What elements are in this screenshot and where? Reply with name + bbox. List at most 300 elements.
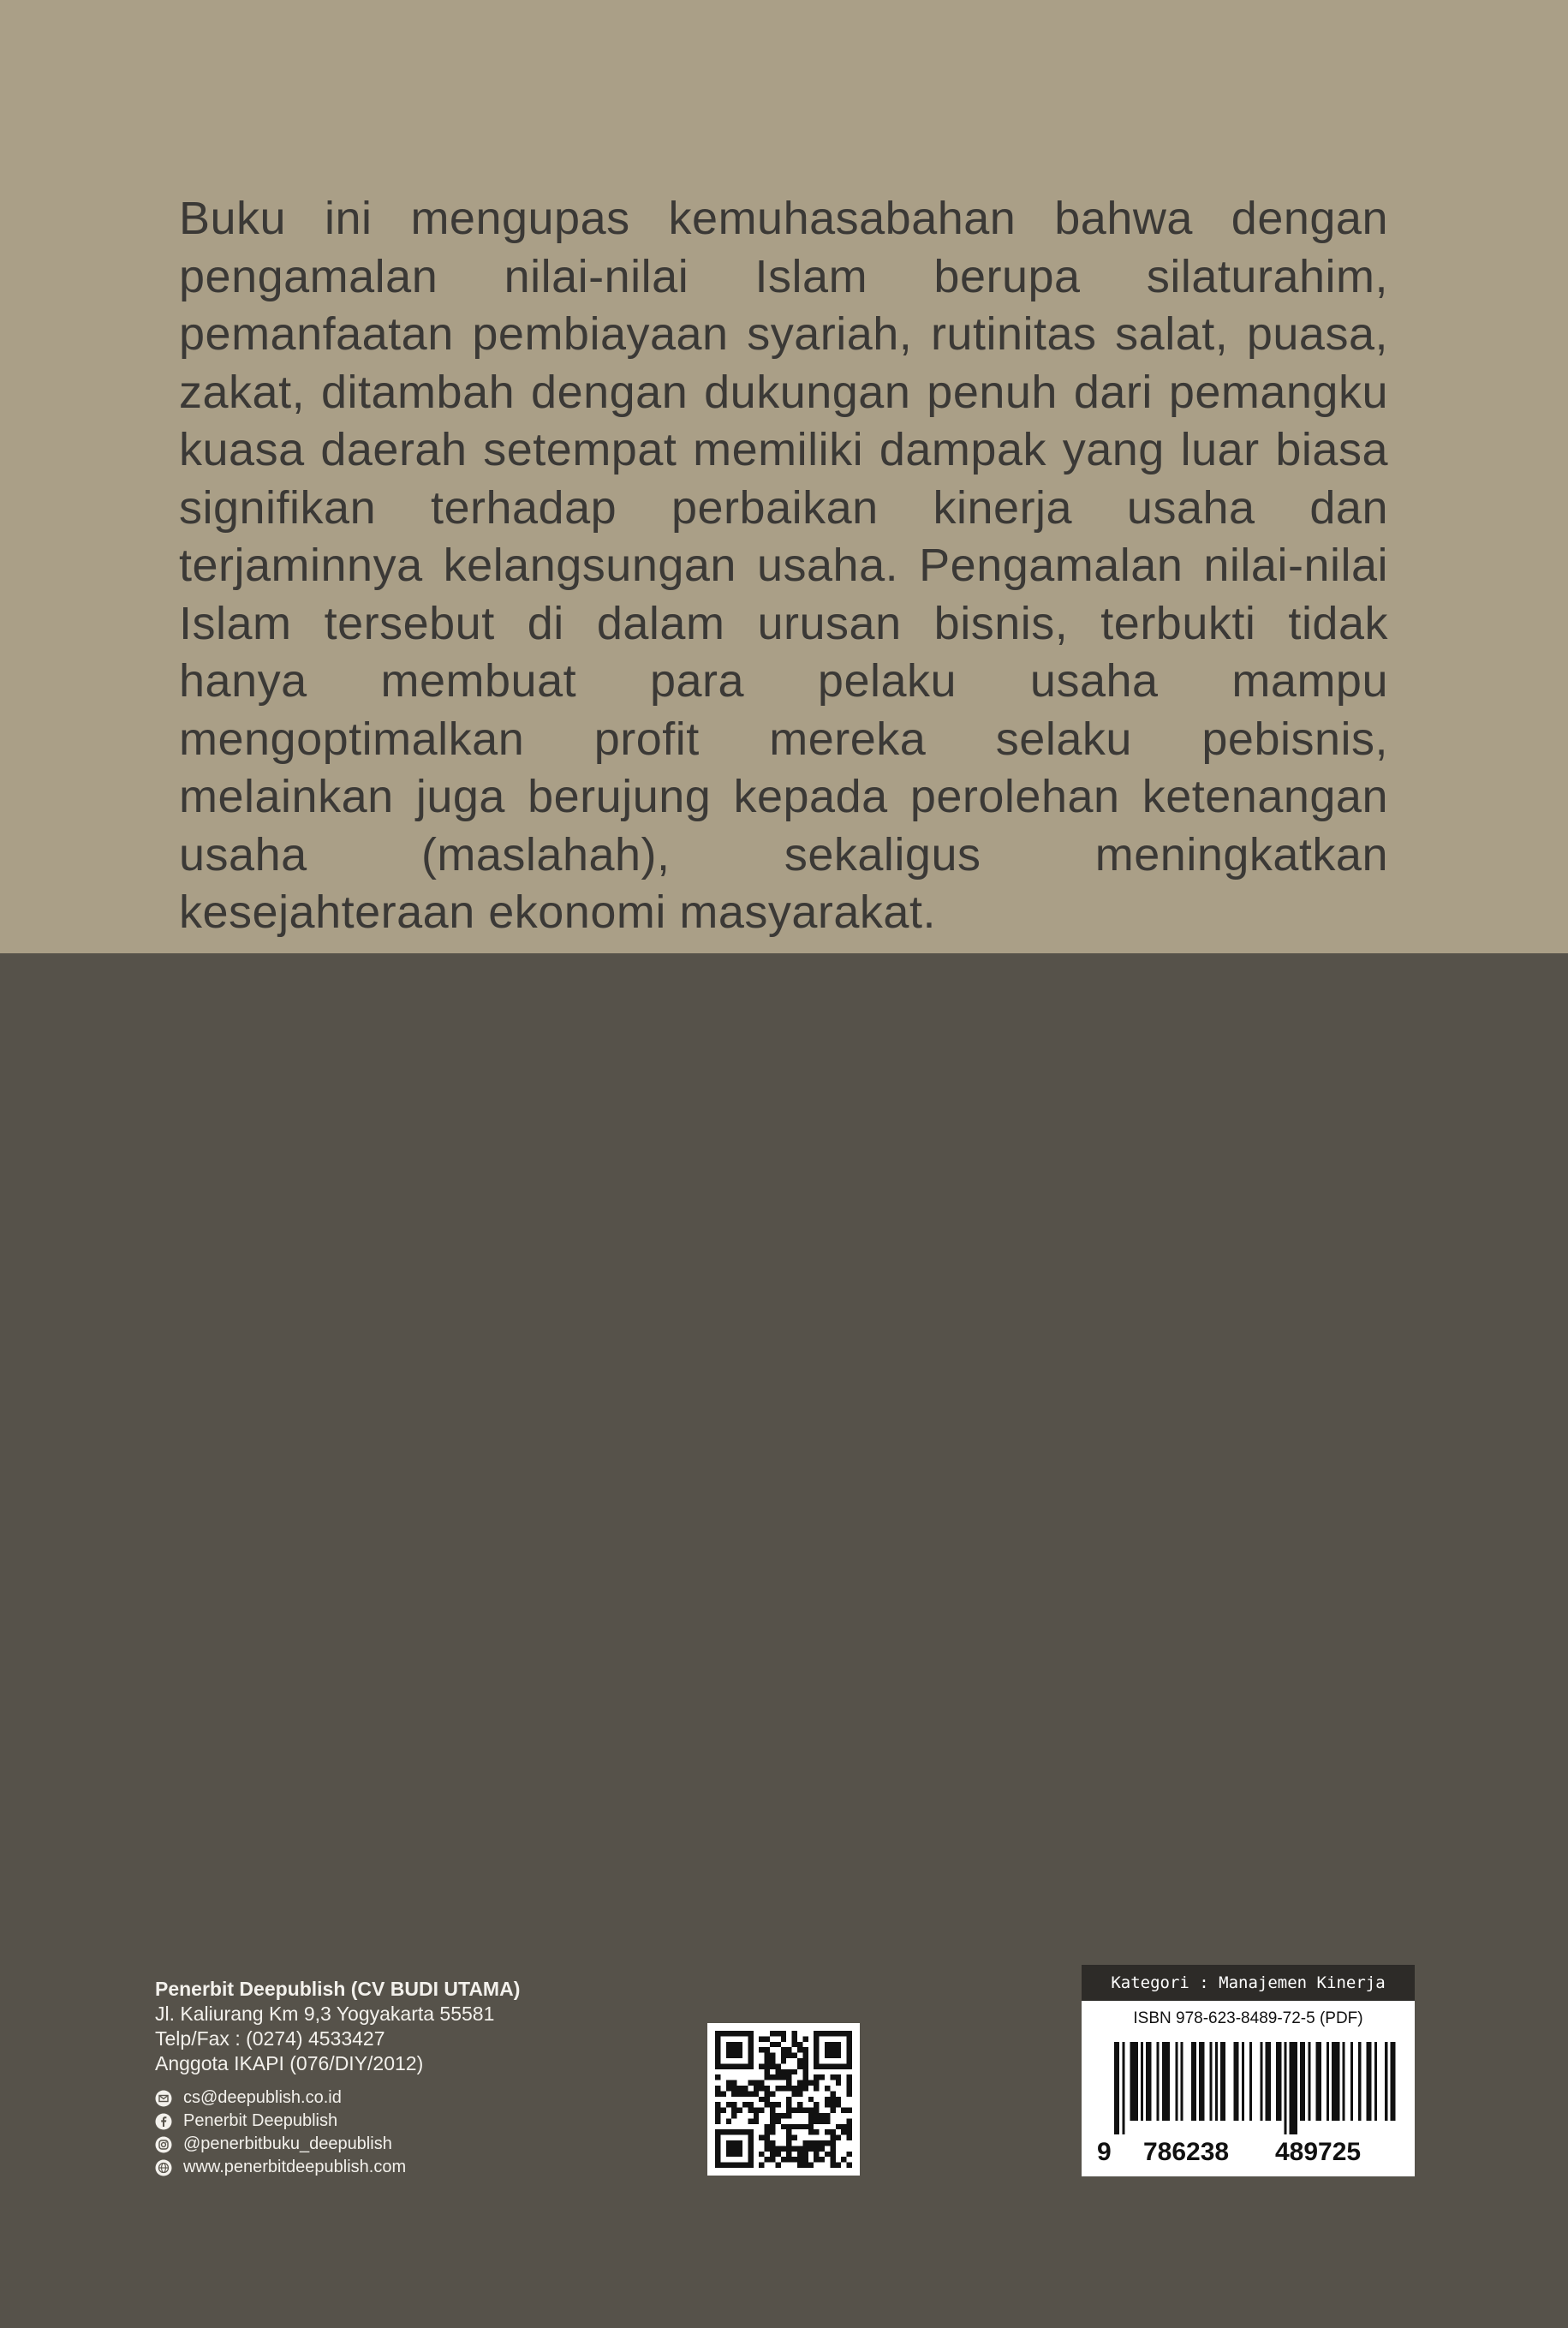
qr-module — [814, 2063, 819, 2068]
qr-module — [836, 2135, 841, 2140]
qr-module — [748, 2053, 753, 2058]
barcode-bar — [1215, 2042, 1218, 2121]
qr-module — [847, 2129, 852, 2134]
qr-module — [797, 2058, 802, 2063]
qr-module — [770, 2053, 775, 2058]
qr-module — [781, 2074, 786, 2080]
qr-module — [797, 2124, 802, 2129]
qr-module — [786, 2102, 791, 2107]
qr-module — [841, 2108, 846, 2113]
qr-module — [786, 2152, 791, 2157]
barcode-graphic — [1095, 2042, 1401, 2136]
qr-module — [715, 2058, 720, 2063]
qr-module — [770, 2152, 775, 2157]
qr-module — [797, 2091, 802, 2096]
qr-module — [775, 2118, 780, 2123]
qr-module — [748, 2163, 753, 2168]
barcode-left-digits: 786238 — [1143, 2138, 1230, 2166]
qr-module — [726, 2152, 731, 2157]
qr-module — [792, 2053, 797, 2058]
qr-module — [754, 2086, 759, 2091]
qr-module — [781, 2053, 786, 2058]
qr-module — [786, 2129, 791, 2134]
qr-module — [781, 2058, 786, 2063]
qr-module — [720, 2163, 725, 2168]
qr-module — [786, 2108, 791, 2113]
blurb-text: Buku ini mengupas kemuhasabahan bahwa dengan pengamalan nilai-nilai Islam berupa silaturahim, pemanfaatan pembiayaan syariah, rutinitas salat, puasa, zakat, ditambah dengan dukungan penuh dari pemangku kuasa daerah setempat memiliki dampak yang luar biasa signifikan terhadap perbaikan kinerja usaha dan terjaminnya kelangsungan usaha. Pengamalan nilai-nilai Islam tersebut di dalam urusan bisnis, terbukti tidak hanya membuat para pelaku usaha mampu mengoptimalkan profit mereka selaku pebisnis, melainkan juga berujung kepada perolehan ketenangan usaha (maslahah), sekaligus meningkatkan kesejahteraan ekonomi masyarakat. — [179, 193, 1388, 938]
qr-module — [775, 2113, 780, 2118]
qr-module — [726, 2042, 731, 2047]
qr-module — [786, 2140, 791, 2146]
qr-module — [836, 2124, 841, 2129]
qr-module — [720, 2129, 725, 2134]
qr-module — [786, 2080, 791, 2086]
qr-module — [765, 2140, 770, 2146]
qr-module — [726, 2129, 731, 2134]
qr-module — [786, 2097, 791, 2102]
qr-module — [836, 2063, 841, 2068]
qr-module — [759, 2063, 764, 2068]
qr-module — [814, 2042, 819, 2047]
barcode-bar — [1327, 2042, 1329, 2121]
blurb-panel — [0, 0, 1568, 953]
qr-module — [715, 2163, 720, 2168]
qr-module — [847, 2047, 852, 2052]
barcode-bar — [1162, 2042, 1170, 2121]
qr-module — [731, 2091, 736, 2096]
barcode-lead-digit: 9 — [1097, 2138, 1112, 2166]
qr-module — [754, 2113, 759, 2118]
qr-module — [765, 2058, 770, 2063]
qr-module — [765, 2124, 770, 2129]
qr-module — [765, 2053, 770, 2058]
qr-module — [847, 2063, 852, 2068]
qr-module — [820, 2140, 825, 2146]
qr-module — [726, 2163, 731, 2168]
qr-module — [825, 2152, 830, 2157]
barcode-bar — [1146, 2042, 1151, 2121]
qr-module — [830, 2157, 835, 2162]
qr-module — [754, 2080, 759, 2086]
qr-module — [726, 2118, 731, 2123]
barcode-bar — [1284, 2042, 1286, 2134]
qr-module — [814, 2047, 819, 2052]
qr-module — [781, 2113, 786, 2118]
qr-module — [847, 2053, 852, 2058]
qr-module — [737, 2129, 742, 2134]
qr-module — [825, 2102, 830, 2107]
publisher-info — [155, 1977, 635, 2179]
qr-module — [770, 2074, 775, 2080]
qr-module — [847, 2135, 852, 2140]
qr-module — [836, 2047, 841, 2052]
barcode-bar — [1332, 2042, 1339, 2121]
qr-module — [847, 2108, 852, 2113]
qr-module — [820, 2146, 825, 2151]
qr-module — [786, 2069, 791, 2074]
qr-module — [814, 2157, 819, 2162]
qr-module — [825, 2140, 830, 2146]
qr-module — [765, 2157, 770, 2162]
qr-module — [775, 2152, 780, 2157]
qr-module — [781, 2146, 786, 2151]
barcode-bar — [1308, 2042, 1310, 2121]
qr-module — [765, 2074, 770, 2080]
publisher-address: Jl. Kaliurang Km 9,3 Yogyakarta 55581 — [155, 2003, 495, 2025]
qr-module — [797, 2163, 802, 2168]
qr-module — [830, 2146, 835, 2151]
qr-module — [765, 2135, 770, 2140]
qr-module — [737, 2047, 742, 2052]
qr-module — [731, 2063, 736, 2068]
qr-module — [781, 2069, 786, 2074]
qr-module — [814, 2058, 819, 2063]
qr-module — [820, 2157, 825, 2162]
qr-module — [737, 2086, 742, 2091]
qr-module — [715, 2031, 720, 2036]
qr-module — [737, 2163, 742, 2168]
qr-module — [737, 2140, 742, 2146]
qr-module — [748, 2118, 753, 2123]
qr-module — [775, 2042, 780, 2047]
barcode-bar — [1130, 2042, 1138, 2121]
qr-module — [808, 2113, 814, 2118]
qr-module — [765, 2102, 770, 2107]
qr-module — [847, 2091, 852, 2096]
qr-module — [808, 2108, 814, 2113]
qr-module — [802, 2086, 808, 2091]
qr-module — [742, 2063, 748, 2068]
qr-module — [802, 2036, 808, 2041]
qr-module — [820, 2074, 825, 2080]
qr-module — [720, 2108, 725, 2113]
qr-module — [748, 2146, 753, 2151]
qr-module — [808, 2080, 814, 2086]
qr-module — [797, 2157, 802, 2162]
qr-module — [726, 2031, 731, 2036]
qr-module — [715, 2042, 720, 2047]
barcode-bar — [1276, 2042, 1281, 2121]
qr-module — [830, 2063, 835, 2068]
qr-module — [847, 2124, 852, 2129]
qr-module — [715, 2063, 720, 2068]
qr-module — [770, 2113, 775, 2118]
qr-module — [759, 2097, 764, 2102]
qr-module — [737, 2031, 742, 2036]
qr-module — [786, 2157, 791, 2162]
qr-module — [802, 2074, 808, 2080]
qr-module — [836, 2163, 841, 2168]
publisher-name: Penerbit Deepublish (CV BUDI UTAMA) — [155, 1978, 521, 2000]
qr-module — [814, 2074, 819, 2080]
qr-module — [830, 2053, 835, 2058]
qr-module — [847, 2074, 852, 2080]
qr-module — [731, 2102, 736, 2107]
qr-module — [820, 2063, 825, 2068]
qr-module — [802, 2140, 808, 2146]
qr-module — [786, 2113, 791, 2118]
barcode-bar — [1122, 2042, 1124, 2134]
qr-module — [814, 2102, 819, 2107]
qr-module — [759, 2108, 764, 2113]
qr-module — [814, 2108, 819, 2113]
qr-module — [797, 2102, 802, 2107]
qr-module — [820, 2031, 825, 2036]
qr-module — [765, 2047, 770, 2052]
barcode-bar — [1141, 2042, 1143, 2121]
qr-module — [792, 2157, 797, 2162]
qr-module — [802, 2163, 808, 2168]
qr-module — [726, 2086, 731, 2091]
qr-code[interactable] — [707, 2023, 860, 2176]
qr-module — [748, 2080, 753, 2086]
qr-module — [765, 2146, 770, 2151]
qr-module — [836, 2080, 841, 2086]
qr-module — [786, 2135, 791, 2140]
qr-module — [765, 2129, 770, 2134]
qr-module — [748, 2152, 753, 2157]
qr-module — [825, 2042, 830, 2047]
qr-module — [825, 2047, 830, 2052]
qr-module — [748, 2063, 753, 2068]
qr-module — [802, 2108, 808, 2113]
qr-module — [797, 2146, 802, 2151]
qr-module — [731, 2108, 736, 2113]
qr-module — [847, 2031, 852, 2036]
qr-module — [830, 2074, 835, 2080]
qr-module — [847, 2080, 852, 2086]
qr-module — [770, 2124, 775, 2129]
barcode-bar — [1290, 2042, 1297, 2134]
qr-module — [836, 2102, 841, 2107]
qr-module — [754, 2091, 759, 2096]
qr-module — [731, 2129, 736, 2134]
qr-module — [726, 2047, 731, 2052]
qr-module — [715, 2047, 720, 2052]
qr-module — [836, 2031, 841, 2036]
qr-module — [847, 2118, 852, 2123]
qr-module — [775, 2086, 780, 2091]
qr-module — [814, 2129, 819, 2134]
qr-module — [770, 2146, 775, 2151]
barcode-bar — [1234, 2042, 1239, 2121]
qr-module — [797, 2108, 802, 2113]
qr-module — [770, 2091, 775, 2096]
qr-module — [737, 2146, 742, 2151]
qr-module — [726, 2140, 731, 2146]
qr-module — [726, 2146, 731, 2151]
qr-module — [715, 2129, 720, 2134]
qr-module — [792, 2086, 797, 2091]
qr-module — [731, 2152, 736, 2157]
qr-module — [759, 2047, 764, 2052]
qr-module — [715, 2140, 720, 2146]
qr-module — [792, 2091, 797, 2096]
qr-module — [770, 2042, 775, 2047]
qr-module — [825, 2063, 830, 2068]
qr-module — [770, 2118, 775, 2123]
qr-module — [770, 2157, 775, 2162]
qr-module — [786, 2086, 791, 2091]
qr-module — [825, 2113, 830, 2118]
qr-module — [814, 2152, 819, 2157]
qr-module — [731, 2086, 736, 2091]
qr-module — [825, 2129, 830, 2134]
qr-module — [731, 2163, 736, 2168]
qr-module — [792, 2108, 797, 2113]
qr-module — [754, 2108, 759, 2113]
qr-code-graphic — [715, 2031, 852, 2168]
qr-module — [830, 2102, 835, 2107]
qr-module — [715, 2102, 720, 2107]
barcode-bar — [1261, 2042, 1263, 2121]
qr-module — [765, 2063, 770, 2068]
barcode-bar — [1367, 2042, 1372, 2121]
barcode-bar — [1390, 2042, 1395, 2121]
qr-module — [847, 2086, 852, 2091]
qr-module — [841, 2031, 846, 2036]
qr-module — [748, 2140, 753, 2146]
qr-module — [847, 2058, 852, 2063]
qr-module — [786, 2053, 791, 2058]
qr-module — [765, 2069, 770, 2074]
qr-module — [770, 2031, 775, 2036]
qr-module — [731, 2053, 736, 2058]
qr-module — [830, 2031, 835, 2036]
qr-module — [737, 2063, 742, 2068]
globe-icon — [155, 2159, 172, 2176]
qr-module — [802, 2069, 808, 2074]
qr-module — [825, 2053, 830, 2058]
qr-module — [836, 2042, 841, 2047]
qr-module — [814, 2053, 819, 2058]
qr-module — [847, 2152, 852, 2157]
qr-module — [802, 2058, 808, 2063]
qr-module — [748, 2058, 753, 2063]
publisher-membership: Anggota IKAPI (076/DIY/2012) — [155, 2052, 424, 2074]
qr-module — [841, 2157, 846, 2162]
barcode-bar — [1374, 2042, 1377, 2121]
qr-module — [748, 2135, 753, 2140]
barcode-bar — [1242, 2042, 1244, 2121]
qr-module — [748, 2042, 753, 2047]
qr-module — [841, 2124, 846, 2129]
qr-module — [759, 2086, 764, 2091]
qr-module — [847, 2036, 852, 2041]
qr-module — [731, 2140, 736, 2146]
qr-module — [775, 2163, 780, 2168]
email-icon — [155, 2090, 172, 2107]
qr-module — [808, 2129, 814, 2134]
qr-module — [726, 2053, 731, 2058]
contact-email-text[interactable]: cs@deepublish.co.id — [183, 2088, 342, 2107]
qr-module — [792, 2146, 797, 2151]
qr-module — [720, 2031, 725, 2036]
qr-module — [820, 2113, 825, 2118]
qr-module — [797, 2080, 802, 2086]
qr-module — [765, 2097, 770, 2102]
qr-module — [765, 2036, 770, 2041]
qr-module — [737, 2053, 742, 2058]
barcode-bar — [1199, 2042, 1204, 2121]
qr-module — [820, 2118, 825, 2123]
barcode-bar — [1157, 2042, 1160, 2121]
qr-module — [731, 2080, 736, 2086]
barcode-bar — [1266, 2042, 1271, 2121]
qr-module — [830, 2129, 835, 2134]
qr-module — [802, 2157, 808, 2162]
qr-module — [781, 2157, 786, 2162]
qr-module — [748, 2108, 753, 2113]
qr-module — [802, 2047, 808, 2052]
qr-module — [742, 2031, 748, 2036]
qr-module — [731, 2113, 736, 2118]
qr-module — [786, 2124, 791, 2129]
contact-list — [155, 2086, 635, 2179]
qr-module — [792, 2124, 797, 2129]
qr-module — [808, 2140, 814, 2146]
contact-website — [155, 2156, 635, 2179]
qr-module — [731, 2146, 736, 2151]
qr-module — [770, 2102, 775, 2107]
qr-module — [786, 2146, 791, 2151]
contact-facebook-text[interactable]: Penerbit Deepublish — [183, 2111, 338, 2130]
qr-module — [715, 2053, 720, 2058]
qr-module — [737, 2091, 742, 2096]
qr-module — [802, 2152, 808, 2157]
barcode-bar — [1175, 2042, 1177, 2121]
qr-module — [748, 2102, 753, 2107]
category-label: Kategori : Manajemen Kinerja — [1082, 1965, 1415, 2001]
contact-email — [155, 2086, 635, 2110]
qr-module — [830, 2140, 835, 2146]
qr-module — [765, 2091, 770, 2096]
qr-module — [715, 2091, 720, 2096]
qr-module — [814, 2140, 819, 2146]
barcode-bar — [1343, 2042, 1345, 2121]
qr-module — [808, 2163, 814, 2168]
qr-module — [720, 2063, 725, 2068]
barcode-bar — [1191, 2042, 1196, 2121]
qr-module — [775, 2063, 780, 2068]
qr-module — [715, 2113, 720, 2118]
qr-module — [825, 2086, 830, 2091]
contact-instagram-text[interactable]: @penerbitbuku_deepublish — [183, 2134, 392, 2153]
qr-module — [830, 2047, 835, 2052]
qr-module — [781, 2031, 786, 2036]
qr-module — [715, 2036, 720, 2041]
qr-module — [759, 2163, 764, 2168]
barcode-bar — [1114, 2042, 1119, 2134]
qr-module — [742, 2091, 748, 2096]
qr-module — [814, 2086, 819, 2091]
qr-module — [802, 2063, 808, 2068]
barcode-bar — [1220, 2042, 1225, 2121]
qr-module — [836, 2097, 841, 2102]
contact-website-text[interactable]: www.penerbitdeepublish.com — [183, 2158, 407, 2176]
qr-module — [814, 2031, 819, 2036]
qr-module — [808, 2146, 814, 2151]
qr-module — [825, 2097, 830, 2102]
qr-module — [786, 2074, 791, 2080]
qr-module — [770, 2108, 775, 2113]
qr-module — [775, 2102, 780, 2107]
qr-module — [792, 2031, 797, 2036]
barcode-bar — [1181, 2042, 1183, 2121]
qr-module — [797, 2086, 802, 2091]
qr-module — [759, 2036, 764, 2041]
barcode-bar — [1300, 2042, 1305, 2121]
